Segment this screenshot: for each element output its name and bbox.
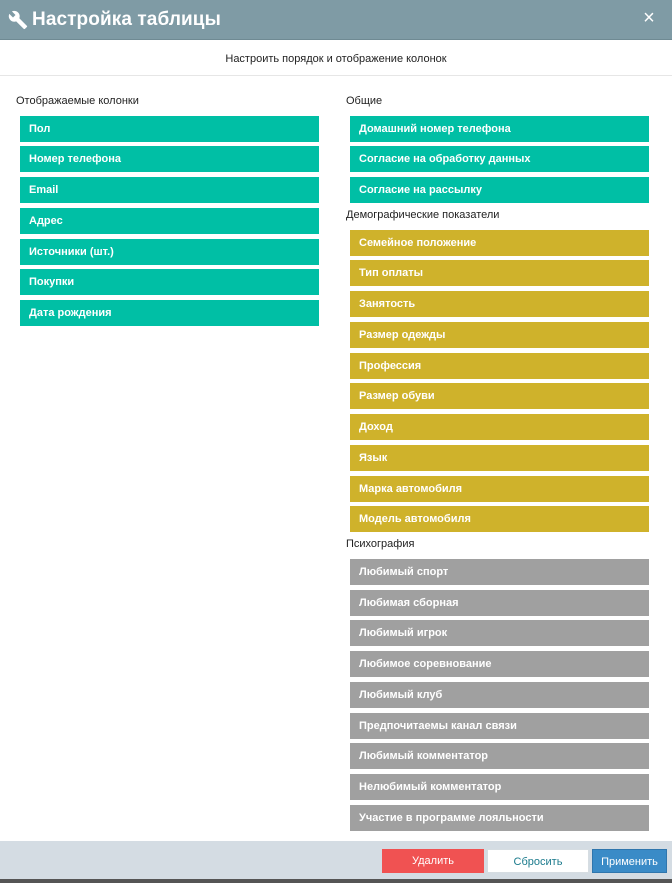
modal-footer [0,841,672,883]
close-icon[interactable]: × [643,7,655,29]
column-item[interactable]: Дата рождения [20,300,319,326]
column-item[interactable]: Любимый игрок [350,620,649,646]
column-item[interactable]: Тип оплаты [350,260,649,286]
column-item[interactable]: Нелюбимый комментатор [350,774,649,800]
footer-edge [0,879,672,883]
column-item[interactable]: Язык [350,445,649,471]
column-item[interactable]: Адрес [20,208,319,234]
modal-header [0,0,672,40]
general-group-label: Общие [346,95,383,107]
column-item[interactable]: Размер одежды [350,322,649,348]
column-item[interactable]: Любимый спорт [350,559,649,585]
displayed-columns-label: Отображаемые колонки [16,95,139,107]
wrench-icon [8,10,28,30]
column-item[interactable]: Профессия [350,353,649,379]
column-item[interactable]: Семейное положение [350,230,649,256]
demographic-group-label: Демографические показатели [346,209,500,221]
modal-title: Настройка таблицы [32,8,221,30]
column-item[interactable]: Покупки [20,269,319,295]
delete-button[interactable]: Удалить [382,849,484,873]
column-item[interactable]: Любимый комментатор [350,743,649,769]
column-item[interactable]: Источники (шт.) [20,239,319,265]
column-item[interactable]: Любимая сборная [350,590,649,616]
column-item[interactable]: Любимый клуб [350,682,649,708]
column-item[interactable]: Занятость [350,291,649,317]
column-item[interactable]: Номер телефона [20,146,319,172]
column-item[interactable]: Доход [350,414,649,440]
modal-subtitle: Настроить порядок и отображение колонок [0,40,672,76]
column-item[interactable]: Модель автомобиля [350,506,649,532]
psychographic-group-label: Психография [346,538,415,550]
column-item[interactable]: Домашний номер телефона [350,116,649,142]
column-item[interactable]: Любимое соревнование [350,651,649,677]
column-item[interactable]: Пол [20,116,319,142]
apply-button[interactable]: Применить [592,849,667,873]
column-item[interactable]: Согласие на обработку данных [350,146,649,172]
column-item[interactable]: Размер обуви [350,383,649,409]
column-item[interactable]: Участие в программе лояльности [350,805,649,831]
reset-button[interactable]: Сбросить [487,849,589,873]
column-item[interactable]: Предпочитаемы канал связи [350,713,649,739]
column-item[interactable]: Email [20,177,319,203]
column-item[interactable]: Согласие на рассылку [350,177,649,203]
column-item[interactable]: Марка автомобиля [350,476,649,502]
